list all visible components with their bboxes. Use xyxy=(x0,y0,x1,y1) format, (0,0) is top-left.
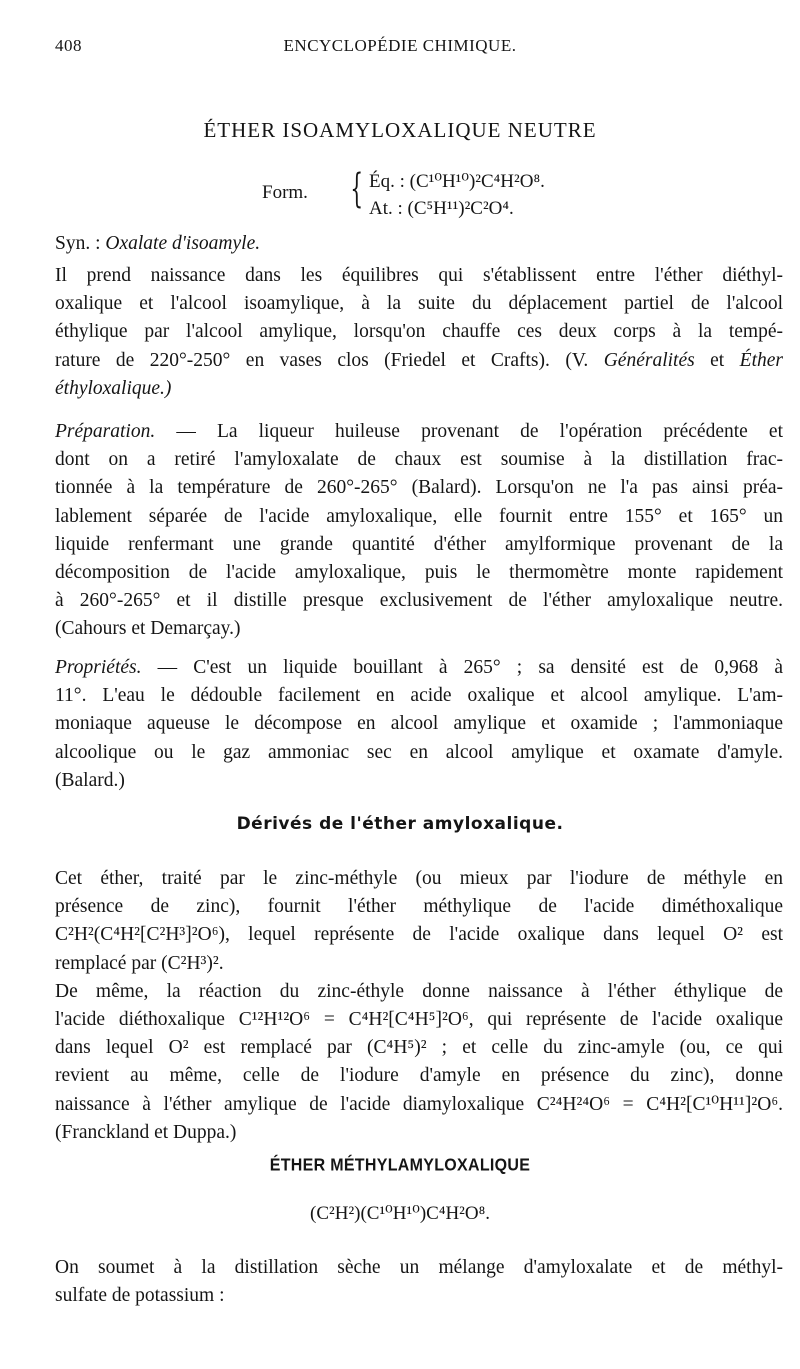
text-line: éthyloxalique.) xyxy=(55,377,172,399)
text-line: Il prend naissance dans les équilibres qui s'établissent entre l'éther diéthyl- xyxy=(55,265,783,286)
text-line: à 260°-265° et il distille presque exclusivement de l'éther amyloxalique neutre. xyxy=(55,590,783,612)
atomic-formula: At. : (C⁵H¹¹)²C²O⁴. xyxy=(369,198,514,219)
text-line: revient au même, celle de l'iodure d'amyle en présence du zinc), donne xyxy=(55,1065,783,1087)
text-line: dans lequel O² est remplacé par (C⁴H⁵)² ; et celle du zinc-amyle (ou, ce qui xyxy=(55,1037,783,1059)
text-line: décomposition de l'acide amyloxalique, puis le thermomètre monte rapidement xyxy=(55,561,783,583)
text-line: (Franckland et Duppa.) xyxy=(55,1121,237,1143)
text-line: lablement séparée de l'acide amyloxalique, elle fournit entre 155° et 165° un xyxy=(55,505,783,527)
intro-paragraph xyxy=(55,262,783,403)
text-line: moniaque aqueuse le décompose en alcool amylique et oxamide ; l'ammoniaque xyxy=(55,713,783,735)
brace-symbol: { xyxy=(350,166,364,212)
text-line: On soumet à la distillation sèche un mélange d'amyloxalate et de méthyl- xyxy=(55,1257,783,1278)
text-line: remplacé par (C²H³)². xyxy=(55,952,224,974)
derivatives-paragraph xyxy=(55,865,783,1147)
text-line: tionnée à la température de 260°-265° (Balard). Lorsqu'on ne l'a pas ainsi préa- xyxy=(55,477,783,499)
page-number: 408 xyxy=(55,36,82,55)
text-line: liquide renfermant une grande quantité d'éther amylformique provenant de la xyxy=(55,533,783,555)
text-line: Préparation. — La liqueur huileuse provenant de l'opération précédente et xyxy=(55,421,783,442)
text-line: Propriétés. — C'est un liquide bouillant à 265° ; sa densité est de 0,968 à xyxy=(55,657,783,678)
text-line: l'acide diéthoxalique C¹²H¹²O⁶ = C⁴H²[C⁴H⁵]²O⁶, qui représente de l'acide oxalique xyxy=(55,1008,783,1030)
method-paragraph xyxy=(55,1254,783,1310)
section-title: ÉTHER ISOAMYLOXALIQUE NEUTRE xyxy=(203,118,597,142)
synonym-value: Oxalate d'isoamyle. xyxy=(105,233,261,254)
text-line: oxalique et l'alcool isoamylique, à la suite du déplacement partiel de l'alcool xyxy=(55,293,783,315)
text-line: C²H²(C⁴H²[C²H³]²O⁶), lequel représente de l'acide oxalique dans lequel O² est xyxy=(55,924,783,946)
text-line: 11°. L'eau le dédouble facilement en acide oxalique et alcool amylique. L'am- xyxy=(55,685,783,707)
text-line: De même, la réaction du zinc-éthyle donne naissance à l'éther éthylique de xyxy=(55,980,783,1002)
text-line: rature de 220°-250° en vases clos (Friedel et Crafts). (V. Généralités et Éther xyxy=(55,349,783,371)
cross-reference: Éther xyxy=(739,349,783,371)
paragraph-lead-word: Préparation. xyxy=(55,421,156,442)
preparation-paragraph xyxy=(55,418,783,644)
text-line: (Cahours et Demarçay.) xyxy=(55,618,241,640)
section-formula: (C²H²)(C¹⁰H¹⁰)C⁴H²O⁸. xyxy=(310,1203,490,1224)
synonym-label: Syn. : xyxy=(55,233,101,254)
properties-paragraph xyxy=(55,654,783,795)
text-line: dont on a retiré l'amyloxalate de chaux est soumise à la distillation frac- xyxy=(55,449,783,471)
text-line: Cet éther, traité par le zinc-méthyle (ou mieux par l'iodure de méthyle en xyxy=(55,868,783,889)
section-title: ÉTHER MÉTHYLAMYLOXALIQUE xyxy=(269,1156,531,1175)
text-line: éthylique par l'alcool amylique, lorsqu'on chauffe ces deux corps à la tempé- xyxy=(55,321,783,343)
running-title: ENCYCLOPÉDIE CHIMIQUE. xyxy=(283,36,517,55)
text-line: naissance à l'éther amylique de l'acide diamyloxalique C²⁴H²⁴O⁶ = C⁴H²[C¹⁰H¹¹]²O⁶. xyxy=(55,1093,783,1115)
text-line: alcoolique ou le gaz ammoniac sec en alcool amylique et oxamate d'amyle. xyxy=(55,741,783,763)
cross-reference: Généralités xyxy=(603,349,695,371)
text-line: présence de zinc), fournit l'éther méthylique de l'acide diméthoxalique xyxy=(55,896,783,918)
form-label: Form. xyxy=(262,182,308,203)
paragraph-lead-word: Propriétés. xyxy=(55,657,142,678)
derivatives-heading: Dérivés de l'éther amyloxalique. xyxy=(236,814,564,834)
text-line: sulfate de potassium : xyxy=(55,1285,225,1307)
synonym-line xyxy=(55,233,260,255)
equivalent-formula: Éq. : (C¹⁰H¹⁰)²C⁴H²O⁸. xyxy=(369,171,545,192)
text-line: (Balard.) xyxy=(55,769,125,791)
